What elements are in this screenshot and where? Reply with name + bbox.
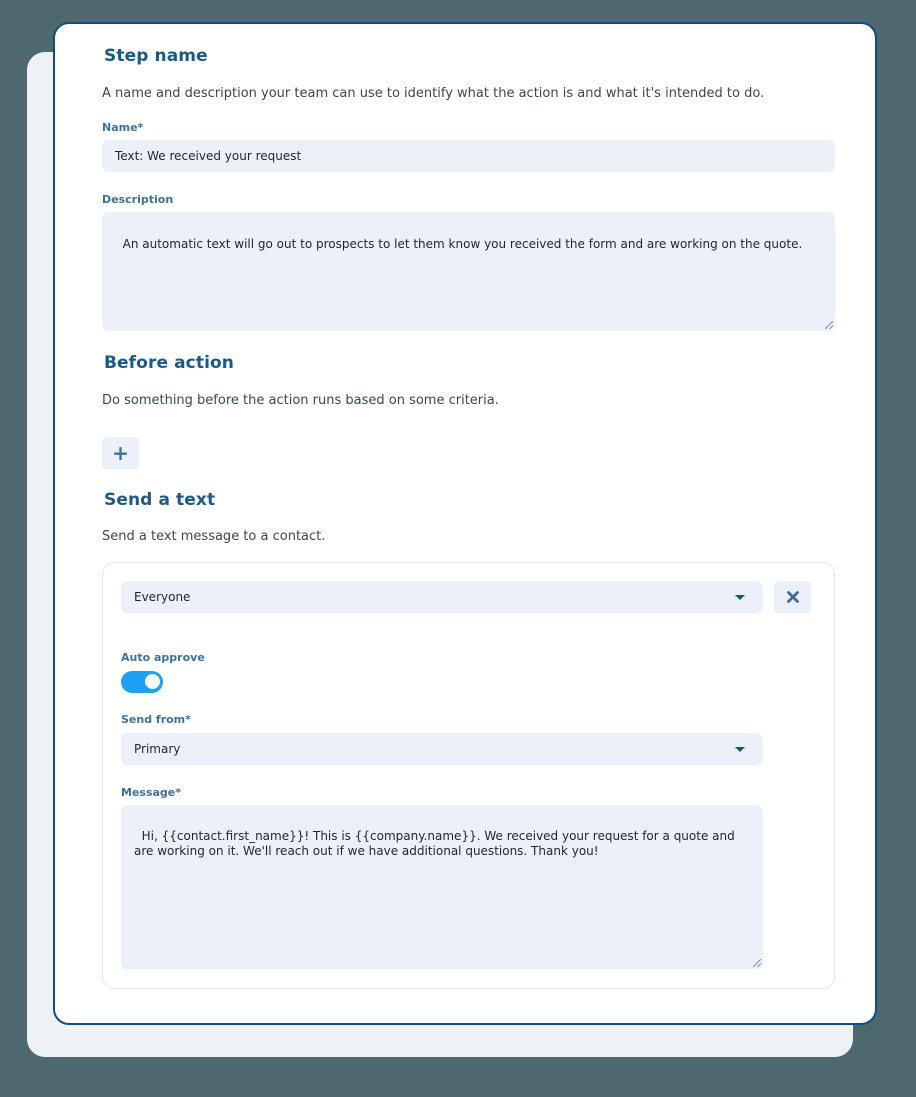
resize-handle-icon[interactable] [825,321,833,329]
toggle-knob [145,674,160,689]
description-textarea-value: An automatic text will go out to prospects to let them know you received the form and are working on the quote. [122,237,803,251]
before-action-description: Do something before the action runs based on some criteria. [102,393,499,408]
name-label: Name* [102,121,144,134]
message-label: Message* [121,786,182,799]
chevron-down-icon [735,747,745,752]
remove-recipient-button[interactable] [774,581,811,613]
send-from-select[interactable] [121,733,763,765]
step-name-heading: Step name [104,46,208,66]
plus-icon: + [112,441,129,465]
resize-handle-icon[interactable] [753,959,761,967]
message-textarea[interactable] [121,805,763,969]
add-before-action-button[interactable] [102,437,139,469]
send-from-select-value: Primary [134,742,181,756]
send-text-description: Send a text message to a contact. [102,529,326,544]
close-icon [787,591,799,603]
auto-approve-toggle[interactable] [121,671,163,693]
send-text-heading: Send a text [104,490,216,510]
before-action-heading: Before action [104,353,234,373]
recipient-select-value: Everyone [134,590,191,604]
name-input-value: Text: We received your request [115,149,302,163]
name-input[interactable] [102,140,835,172]
description-label: Description [102,193,174,206]
step-name-description: A name and description your team can use to identify what the action is and what it's intended to do. [102,86,765,101]
recipient-select[interactable] [121,581,763,613]
auto-approve-label: Auto approve [121,651,205,664]
description-textarea[interactable] [102,212,835,331]
chevron-down-icon [735,595,745,600]
message-textarea-value: Hi, {{contact.first_name}}! This is {{company.name}}. We received your request for a quote and are working on it. We'll reach out if we have additional questions. Thank you! [134,829,739,858]
send-from-label: Send from* [121,713,191,726]
